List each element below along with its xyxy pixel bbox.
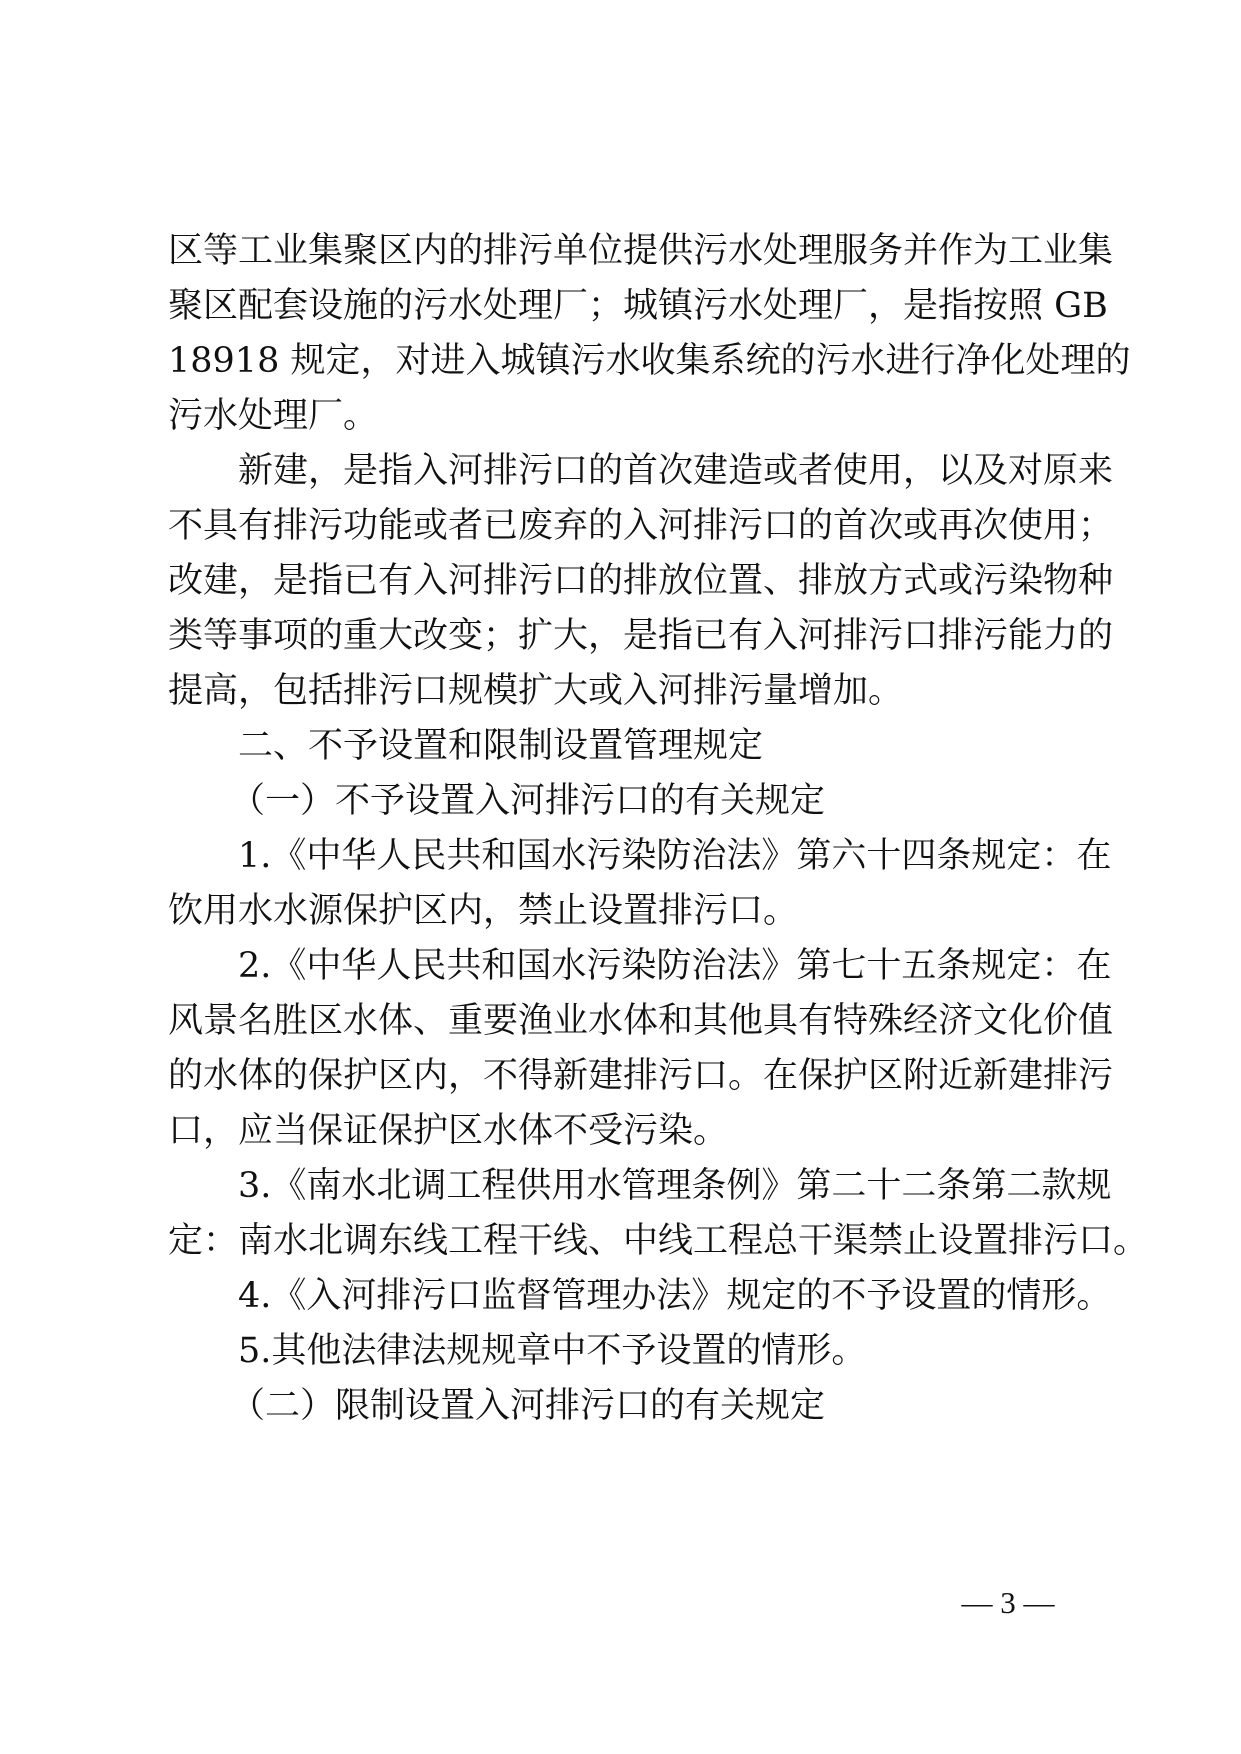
paragraph-line: 18918 规定，对进入城镇污水收集系统的污水进行净化处理的 [168,341,1131,381]
subsection-heading: （一）不予设置入河排污口的有关规定 [230,781,826,821]
paragraph-line: 聚区配套设施的污水处理厂；城镇污水处理厂，是指按照 GB [168,286,1108,326]
list-item-line: 4.《入河排污口监督管理办法》规定的不予设置的情形。 [238,1276,1112,1316]
list-item-line: 的水体的保护区内，不得新建排污口。在保护区附近新建排污 [168,1056,1114,1096]
paragraph-line: 污水处理厂。 [168,396,379,436]
list-item-line: 2.《中华人民共和国水污染防治法》第七十五条规定：在 [238,946,1112,986]
paragraph-line: 提高，包括排污口规模扩大或入河排污量增加。 [168,671,904,711]
list-item-line: 口，应当保证保护区水体不受污染。 [168,1111,729,1151]
subsection-heading: （二）限制设置入河排污口的有关规定 [230,1386,826,1426]
list-item-line: 3.《南水北调工程供用水管理条例》第二十二条第二款规 [238,1166,1112,1206]
paragraph-line: 类等事项的重大改变；扩大，是指已有入河排污口排污能力的 [168,616,1114,656]
paragraph-line: 区等工业集聚区内的排污单位提供污水处理服务并作为工业集 [168,231,1114,271]
list-item-line: 风景名胜区水体、重要渔业水体和其他具有特殊经济文化价值 [168,1001,1114,1041]
list-item-line: 1.《中华人民共和国水污染防治法》第六十四条规定：在 [238,836,1112,876]
paragraph-line: 改建，是指已有入河排污口的排放位置、排放方式或污染物种 [168,561,1114,601]
list-item-line: 饮用水水源保护区内，禁止设置排污口。 [168,891,799,931]
list-item-line: 5.其他法律法规规章中不予设置的情形。 [238,1331,867,1371]
page-number: — 3 — [961,1585,1055,1620]
paragraph-line: 不具有排污功能或者已废弃的入河排污口的首次或再次使用； [168,506,1114,546]
section-heading: 二、不予设置和限制设置管理规定 [238,726,764,766]
paragraph-line: 新建，是指入河排污口的首次建造或者使用，以及对原来 [238,451,1114,491]
list-item-line: 定：南水北调东线工程干线、中线工程总干渠禁止设置排污口。 [168,1221,1149,1261]
